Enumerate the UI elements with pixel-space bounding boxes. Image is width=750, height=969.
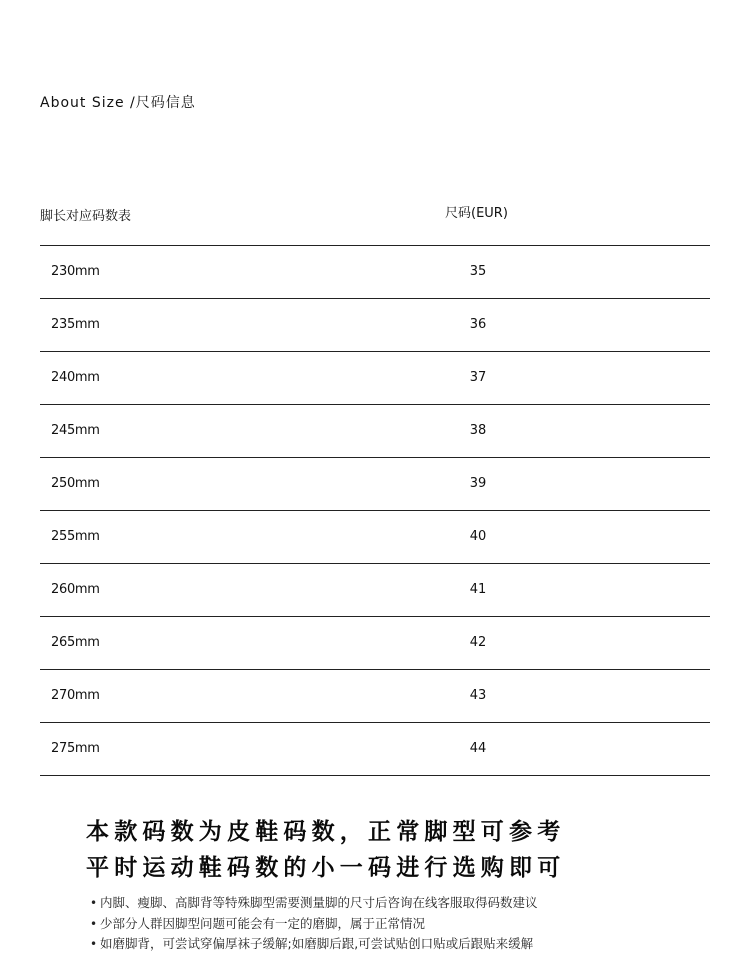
bullet-icon: • (90, 896, 98, 910)
foot-length-cell: 255mm (51, 529, 100, 544)
list-item (90, 893, 710, 914)
table-row: 255mm 40 (40, 511, 710, 564)
foot-length-cell: 250mm (51, 476, 100, 491)
fit-tips-list (90, 893, 710, 955)
table-row: 245mm 38 (40, 405, 710, 458)
table-row: 270mm 43 (40, 670, 710, 723)
foot-length-cell: 275mm (51, 741, 100, 756)
sizing-notice-line: 平时运动鞋码数的小一码进行选购即可 (86, 855, 566, 881)
table-header (40, 194, 710, 246)
table-row: 275mm 44 (40, 723, 710, 776)
table-row: 265mm 42 (40, 617, 710, 670)
foot-length-cell: 240mm (51, 370, 100, 385)
foot-length-cell: 235mm (51, 317, 100, 332)
eur-size-header: 尺码(EUR) (445, 206, 508, 221)
table-row: 250mm 39 (40, 458, 710, 511)
tip-text: 少部分人群因脚型问题可能会有一定的磨脚，属于正常情况 (100, 915, 426, 931)
list-item (90, 914, 710, 935)
page-title: About Size /尺码信息 (40, 95, 196, 111)
bullet-icon: • (90, 916, 98, 931)
foot-length-cell: 265mm (51, 635, 100, 650)
table-row: 240mm 37 (40, 352, 710, 405)
table-row: 260mm 41 (40, 564, 710, 617)
foot-length-header: 脚长对应码数表 (40, 209, 132, 224)
table-row: 235mm 36 (40, 299, 710, 352)
list-item (90, 934, 710, 955)
foot-length-cell: 245mm (51, 423, 100, 438)
foot-length-cell: 230mm (51, 264, 100, 279)
foot-length-cell: 270mm (51, 688, 100, 703)
sizing-notice-line: 本款码数为皮鞋码数，正常脚型可参考 (86, 819, 566, 845)
table-row: 230mm 35 (40, 246, 710, 299)
foot-length-cell: 260mm (51, 582, 100, 597)
sizing-notice (86, 814, 686, 886)
size-table (40, 194, 710, 776)
tip-text: 如磨脚背，可尝试穿偏厚袜子缓解;如磨脚后跟,可尝试贴创口贴或后跟贴来缓解 (100, 936, 534, 951)
bullet-icon: • (90, 937, 98, 951)
tip-text: 内脚、瘦脚、高脚背等特殊脚型需要测量脚的尺寸后咨询在线客服取得码数建议 (100, 895, 538, 910)
